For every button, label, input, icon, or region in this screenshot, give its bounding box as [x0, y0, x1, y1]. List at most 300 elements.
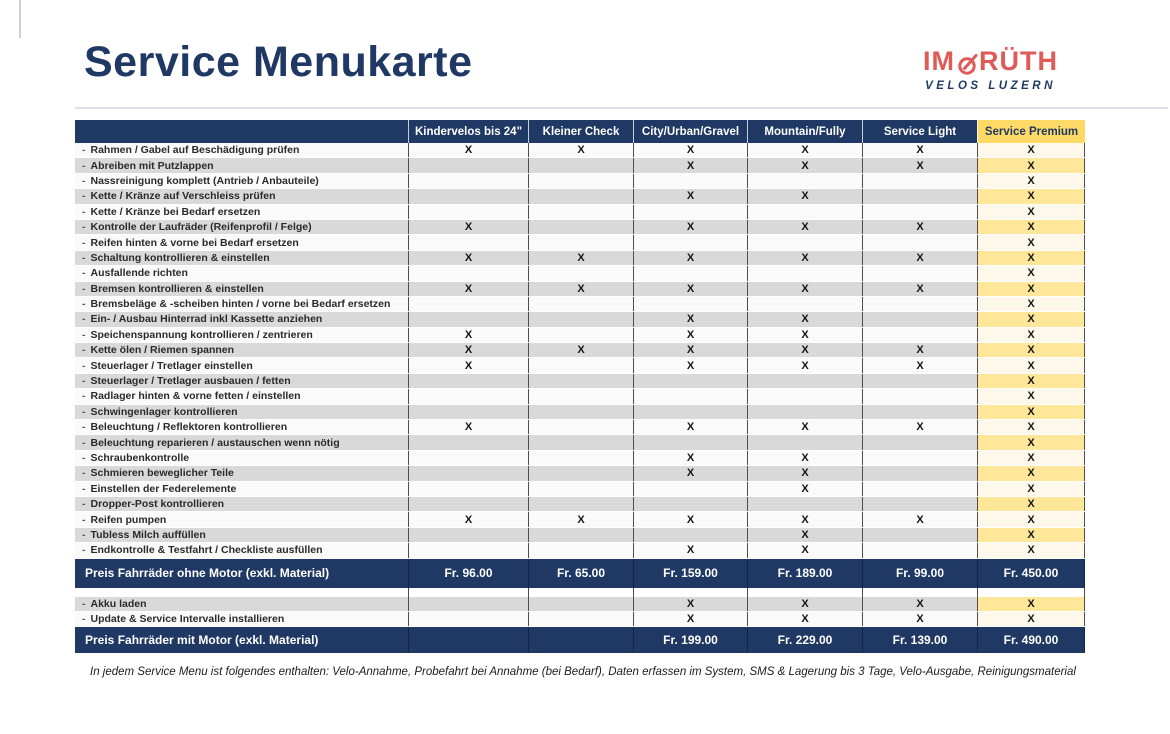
page-title: Service Menukarte: [84, 38, 473, 86]
mark-cell-2: X: [633, 543, 747, 557]
mark-cell-3: X: [747, 543, 862, 557]
price-with-motor-value-4: Fr. 139.00: [862, 627, 977, 653]
mark-cell-1: [528, 435, 633, 449]
mark-cell-3: X: [747, 312, 862, 326]
price-no-motor-label: Preis Fahrräder ohne Motor (exkl. Material): [85, 566, 330, 581]
mark-cell-5: X: [977, 597, 1085, 611]
mark-cell-4: [862, 543, 977, 557]
mark-cell-0: [408, 389, 528, 403]
service-row: [75, 158, 1085, 173]
mark-cell-4: [862, 328, 977, 342]
row-dash: -: [82, 482, 86, 495]
mark-cell-1: [528, 420, 633, 434]
mark-cell-3: X: [747, 282, 862, 296]
row-dash: -: [82, 528, 86, 541]
mark-cell-0: [408, 374, 528, 388]
service-row: [75, 405, 1085, 420]
mark-cell-0: X: [408, 343, 528, 357]
mark-cell-3: [747, 174, 862, 188]
service-row: [75, 343, 1085, 358]
service-name: Update & Service Intervalle installieren: [90, 613, 285, 626]
mark-cell-5: X: [977, 543, 1085, 557]
mark-cell-3: [747, 205, 862, 219]
mark-cell-5: X: [977, 266, 1085, 280]
service-row: [75, 435, 1085, 450]
mark-cell-2: X: [633, 512, 747, 526]
price-with-motor-label: Preis Fahrräder mit Motor (exkl. Material): [85, 633, 319, 648]
mark-cell-5: X: [977, 405, 1085, 419]
price-no-motor-value-0: Fr. 96.00: [408, 559, 528, 588]
service-name: Abreiben mit Putzlappen: [90, 159, 214, 172]
mark-cell-1: [528, 374, 633, 388]
service-row: [75, 528, 1085, 543]
mark-cell-1: [528, 528, 633, 542]
mark-cell-1: X: [528, 512, 633, 526]
price-no-motor-value-2: Fr. 159.00: [633, 559, 747, 588]
mark-cell-2: [633, 205, 747, 219]
mark-cell-0: X: [408, 282, 528, 296]
footer-note: In jedem Service Menu ist folgendes enthalten: Velo-Annahme, Probefahrt bei Annahme (bei Bedarf), Daten erfassen im System, SMS & Lagerung bis 3 Tage, Velo-Ausgabe, Reinigungsmaterial: [90, 666, 1076, 678]
service-row-label: [75, 358, 408, 372]
mark-cell-5: X: [977, 343, 1085, 357]
mark-cell-1: [528, 328, 633, 342]
mark-cell-2: [633, 497, 747, 511]
service-row-label: [75, 374, 408, 388]
mark-cell-1: [528, 158, 633, 172]
mark-cell-0: [408, 266, 528, 280]
brand-subtitle: VELOS LUZERN: [925, 80, 1056, 92]
mark-cell-3: X: [747, 158, 862, 172]
extra-service-row-label: [75, 612, 408, 626]
mark-cell-0: [408, 205, 528, 219]
mark-cell-5: X: [977, 358, 1085, 372]
service-name: Radlager hinten & vorne fetten / einstellen: [90, 390, 301, 403]
mark-cell-2: [633, 235, 747, 249]
service-row: [75, 235, 1085, 250]
spacer-label-cell: [75, 588, 408, 597]
mark-cell-5: X: [977, 235, 1085, 249]
mark-cell-1: [528, 174, 633, 188]
mark-cell-0: [408, 543, 528, 557]
mark-cell-2: X: [633, 451, 747, 465]
service-row-label: [75, 435, 408, 449]
mark-cell-5: X: [977, 312, 1085, 326]
mark-cell-3: [747, 266, 862, 280]
mark-cell-0: [408, 528, 528, 542]
service-row: [75, 420, 1085, 435]
mark-cell-1: [528, 597, 633, 611]
mark-cell-1: [528, 358, 633, 372]
service-name: Reifen pumpen: [90, 513, 167, 526]
mark-cell-4: X: [862, 343, 977, 357]
table-header-row: [75, 120, 1085, 143]
service-name: Schmieren beweglicher Teile: [90, 467, 234, 480]
mark-cell-2: X: [633, 597, 747, 611]
mark-cell-3: X: [747, 512, 862, 526]
spacer-cell-2: [633, 588, 747, 597]
header-col-4: Service Light: [862, 120, 977, 143]
mark-cell-1: [528, 205, 633, 219]
mark-cell-1: X: [528, 343, 633, 357]
service-name: Schwingenlager kontrollieren: [90, 405, 238, 418]
mark-cell-3: [747, 297, 862, 311]
mark-cell-5: X: [977, 328, 1085, 342]
mark-cell-2: [633, 374, 747, 388]
mark-cell-3: X: [747, 528, 862, 542]
mark-cell-5: X: [977, 612, 1085, 626]
mark-cell-3: X: [747, 482, 862, 496]
row-dash: -: [82, 436, 86, 449]
row-dash: -: [82, 467, 86, 480]
spacer-cell-3: [747, 588, 862, 597]
service-row: [75, 297, 1085, 312]
service-row: [75, 312, 1085, 327]
service-row: [75, 543, 1085, 558]
mark-cell-2: X: [633, 312, 747, 326]
mark-cell-2: [633, 266, 747, 280]
page-edge-line: [19, 0, 21, 38]
service-row-label: [75, 389, 408, 403]
spacer-cell-1: [528, 588, 633, 597]
row-dash: -: [82, 251, 86, 264]
service-row-label: [75, 220, 408, 234]
service-row-label: [75, 158, 408, 172]
mark-cell-4: [862, 374, 977, 388]
row-dash: -: [82, 613, 86, 626]
brand-right: RÜTH: [979, 46, 1058, 76]
service-row-label: [75, 512, 408, 526]
spacer-cell-4: [862, 588, 977, 597]
row-dash: -: [82, 328, 86, 341]
mark-cell-4: [862, 189, 977, 203]
table-body: [75, 143, 1085, 559]
mark-cell-1: X: [528, 282, 633, 296]
service-row-label: [75, 343, 408, 357]
service-row: [75, 497, 1085, 512]
service-row-label: [75, 543, 408, 557]
service-row-label: [75, 174, 408, 188]
service-name: Beleuchtung reparieren / austauschen wenn nötig: [90, 436, 340, 449]
mark-cell-3: X: [747, 143, 862, 157]
service-row-label: [75, 528, 408, 542]
mark-cell-3: X: [747, 189, 862, 203]
mark-cell-5: X: [977, 451, 1085, 465]
row-dash: -: [82, 544, 86, 557]
mark-cell-4: [862, 297, 977, 311]
service-name: Dropper-Post kontrollieren: [90, 498, 225, 511]
service-row: [75, 189, 1085, 204]
service-name: Kontrolle der Laufräder (Reifenprofil / Felge): [90, 221, 312, 234]
service-row-label: [75, 282, 408, 296]
mark-cell-4: X: [862, 143, 977, 157]
service-row-label: [75, 189, 408, 203]
service-row: [75, 482, 1085, 497]
mark-cell-1: [528, 220, 633, 234]
row-dash: -: [82, 390, 86, 403]
row-dash: -: [82, 190, 86, 203]
service-row: [75, 251, 1085, 266]
service-name: Beleuchtung / Reflektoren kontrollieren: [90, 421, 288, 434]
mark-cell-5: X: [977, 297, 1085, 311]
service-row: [75, 143, 1085, 158]
mark-cell-0: [408, 297, 528, 311]
row-dash: -: [82, 174, 86, 187]
mark-cell-5: X: [977, 482, 1085, 496]
service-name: Endkontrolle & Testfahrt / Checkliste ausfüllen: [90, 544, 323, 557]
spacer-cell-0: [408, 588, 528, 597]
mark-cell-2: X: [633, 328, 747, 342]
mark-cell-3: X: [747, 358, 862, 372]
mark-cell-4: [862, 497, 977, 511]
brand-wordmark: [908, 46, 1073, 77]
mark-cell-0: [408, 405, 528, 419]
mark-cell-4: [862, 235, 977, 249]
mark-cell-0: X: [408, 251, 528, 265]
mark-cell-5: X: [977, 435, 1085, 449]
row-dash: -: [82, 298, 86, 311]
service-name: Steuerlager / Tretlager einstellen: [90, 359, 253, 372]
mark-cell-0: [408, 174, 528, 188]
mark-cell-1: [528, 189, 633, 203]
mark-cell-3: [747, 389, 862, 403]
service-name: Ausfallende richten: [90, 267, 188, 280]
mark-cell-2: [633, 405, 747, 419]
service-row-label: [75, 466, 408, 480]
service-table: [75, 120, 1085, 653]
mark-cell-2: X: [633, 612, 747, 626]
service-row: [75, 451, 1085, 466]
mark-cell-4: [862, 266, 977, 280]
mark-cell-4: [862, 482, 977, 496]
mark-cell-0: X: [408, 420, 528, 434]
service-row: [75, 174, 1085, 189]
mark-cell-2: X: [633, 143, 747, 157]
row-dash: -: [82, 313, 86, 326]
price-with-motor-value-5: Fr. 490.00: [977, 627, 1085, 653]
mark-cell-1: [528, 466, 633, 480]
row-dash: -: [82, 221, 86, 234]
mark-cell-0: X: [408, 143, 528, 157]
service-row-label: [75, 497, 408, 511]
mark-cell-4: X: [862, 612, 977, 626]
row-dash: -: [82, 267, 86, 280]
mark-cell-4: X: [862, 282, 977, 296]
mark-cell-4: [862, 389, 977, 403]
table-extra-body: [75, 597, 1085, 628]
header-col-5: Service Premium: [977, 120, 1085, 143]
mark-cell-0: X: [408, 512, 528, 526]
row-dash: -: [82, 375, 86, 388]
mark-cell-1: [528, 482, 633, 496]
mark-cell-4: [862, 174, 977, 188]
spacer-row: [75, 588, 1085, 597]
mark-cell-2: [633, 297, 747, 311]
service-name: Ein- / Ausbau Hinterrad inkl Kassette anziehen: [90, 313, 323, 326]
mark-cell-1: [528, 612, 633, 626]
service-name: Nassreinigung komplett (Antrieb / Anbauteile): [90, 174, 319, 187]
mark-cell-2: X: [633, 420, 747, 434]
mark-cell-4: [862, 528, 977, 542]
service-row-label: [75, 420, 408, 434]
mark-cell-3: X: [747, 597, 862, 611]
service-row: [75, 220, 1085, 235]
mark-cell-4: X: [862, 420, 977, 434]
extra-service-row: [75, 597, 1085, 612]
service-row-label: [75, 405, 408, 419]
service-row-label: [75, 266, 408, 280]
mark-cell-1: X: [528, 143, 633, 157]
service-name: Bremsbeläge & -scheiben hinten / vorne bei Bedarf ersetzen: [90, 298, 391, 311]
price-with-motor-value-0: [408, 627, 528, 653]
price-no-motor-value-5: Fr. 450.00: [977, 559, 1085, 588]
service-name: Kette / Kränze auf Verschleiss prüfen: [90, 190, 276, 203]
service-row: [75, 282, 1085, 297]
row-dash: -: [82, 205, 86, 218]
row-dash: -: [82, 344, 86, 357]
mark-cell-5: X: [977, 189, 1085, 203]
price-with-motor-value-1: [528, 627, 633, 653]
service-row: [75, 328, 1085, 343]
row-dash: -: [82, 405, 86, 418]
mark-cell-4: [862, 466, 977, 480]
mark-cell-0: [408, 482, 528, 496]
mark-cell-3: [747, 405, 862, 419]
mark-cell-0: [408, 435, 528, 449]
service-row-label: [75, 297, 408, 311]
mark-cell-5: X: [977, 174, 1085, 188]
mark-cell-2: [633, 528, 747, 542]
mark-cell-3: X: [747, 451, 862, 465]
price-no-motor-value-4: Fr. 99.00: [862, 559, 977, 588]
extra-service-row: [75, 612, 1085, 627]
brand-logo: [908, 46, 1073, 92]
service-row-label: [75, 205, 408, 219]
mark-cell-5: X: [977, 143, 1085, 157]
mark-cell-5: X: [977, 251, 1085, 265]
service-name: Akku laden: [90, 597, 147, 610]
service-row-label: [75, 451, 408, 465]
service-name: Reifen hinten & vorne bei Bedarf ersetzen: [90, 236, 299, 249]
service-row: [75, 389, 1085, 404]
mark-cell-4: X: [862, 251, 977, 265]
price-no-motor-value-1: Fr. 65.00: [528, 559, 633, 588]
service-row-label: [75, 143, 408, 157]
mark-cell-0: X: [408, 220, 528, 234]
row-dash: -: [82, 236, 86, 249]
mark-cell-2: [633, 174, 747, 188]
mark-cell-4: X: [862, 158, 977, 172]
mark-cell-3: [747, 497, 862, 511]
row-dash: -: [82, 452, 86, 464]
mark-cell-2: X: [633, 282, 747, 296]
mark-cell-3: X: [747, 220, 862, 234]
row-dash: -: [82, 144, 86, 157]
mark-cell-0: X: [408, 328, 528, 342]
mark-cell-1: X: [528, 251, 633, 265]
service-row-label: [75, 328, 408, 342]
mark-cell-2: X: [633, 358, 747, 372]
mark-cell-4: X: [862, 512, 977, 526]
mark-cell-3: X: [747, 343, 862, 357]
service-row: [75, 374, 1085, 389]
mark-cell-5: X: [977, 205, 1085, 219]
mark-cell-2: X: [633, 158, 747, 172]
mark-cell-5: X: [977, 420, 1085, 434]
mark-cell-4: X: [862, 358, 977, 372]
mark-cell-4: X: [862, 597, 977, 611]
mark-cell-3: [747, 235, 862, 249]
mark-cell-2: [633, 482, 747, 496]
mark-cell-4: X: [862, 220, 977, 234]
service-name: Rahmen / Gabel auf Beschädigung prüfen: [90, 144, 300, 157]
mark-cell-1: [528, 451, 633, 465]
mark-cell-2: X: [633, 189, 747, 203]
mark-cell-3: X: [747, 612, 862, 626]
mark-cell-0: [408, 312, 528, 326]
mark-cell-2: X: [633, 466, 747, 480]
mark-cell-0: [408, 189, 528, 203]
mark-cell-3: X: [747, 251, 862, 265]
mark-cell-0: [408, 466, 528, 480]
mark-cell-1: [528, 389, 633, 403]
row-dash: -: [82, 421, 86, 434]
mark-cell-3: X: [747, 466, 862, 480]
service-row-label: [75, 312, 408, 326]
mark-cell-0: [408, 497, 528, 511]
mark-cell-1: [528, 297, 633, 311]
mark-cell-3: [747, 374, 862, 388]
mark-cell-3: X: [747, 420, 862, 434]
mark-cell-5: X: [977, 512, 1085, 526]
header-empty-cell: [75, 120, 408, 143]
mark-cell-5: X: [977, 466, 1085, 480]
stylized-g-icon: [956, 52, 978, 74]
price-with-motor-value-2: Fr. 199.00: [633, 627, 747, 653]
mark-cell-1: [528, 266, 633, 280]
mark-cell-1: [528, 543, 633, 557]
header-col-2: City/Urban/Gravel: [633, 120, 747, 143]
mark-cell-0: [408, 612, 528, 626]
row-dash: -: [82, 513, 86, 526]
row-dash: -: [82, 282, 86, 295]
service-name: Kette ölen / Riemen spannen: [90, 344, 235, 357]
title-separator-line: [75, 107, 1168, 109]
mark-cell-0: X: [408, 358, 528, 372]
row-dash: -: [82, 597, 86, 610]
row-dash: -: [82, 359, 86, 372]
mark-cell-4: [862, 435, 977, 449]
mark-cell-1: [528, 235, 633, 249]
service-name: Schraubenkontrolle: [90, 452, 190, 464]
service-row: [75, 266, 1085, 281]
row-dash: -: [82, 498, 86, 511]
mark-cell-0: [408, 451, 528, 465]
price-row-no-motor: [75, 559, 1085, 588]
service-name: Speichenspannung kontrollieren / zentrieren: [90, 328, 313, 341]
service-name: Kette / Kränze bei Bedarf ersetzen: [90, 205, 261, 218]
mark-cell-5: X: [977, 497, 1085, 511]
service-row-label: [75, 482, 408, 496]
mark-cell-1: [528, 405, 633, 419]
mark-cell-4: [862, 405, 977, 419]
mark-cell-5: X: [977, 374, 1085, 388]
mark-cell-3: [747, 435, 862, 449]
mark-cell-4: [862, 312, 977, 326]
mark-cell-0: [408, 597, 528, 611]
mark-cell-5: X: [977, 389, 1085, 403]
mark-cell-2: [633, 435, 747, 449]
price-no-motor-value-3: Fr. 189.00: [747, 559, 862, 588]
